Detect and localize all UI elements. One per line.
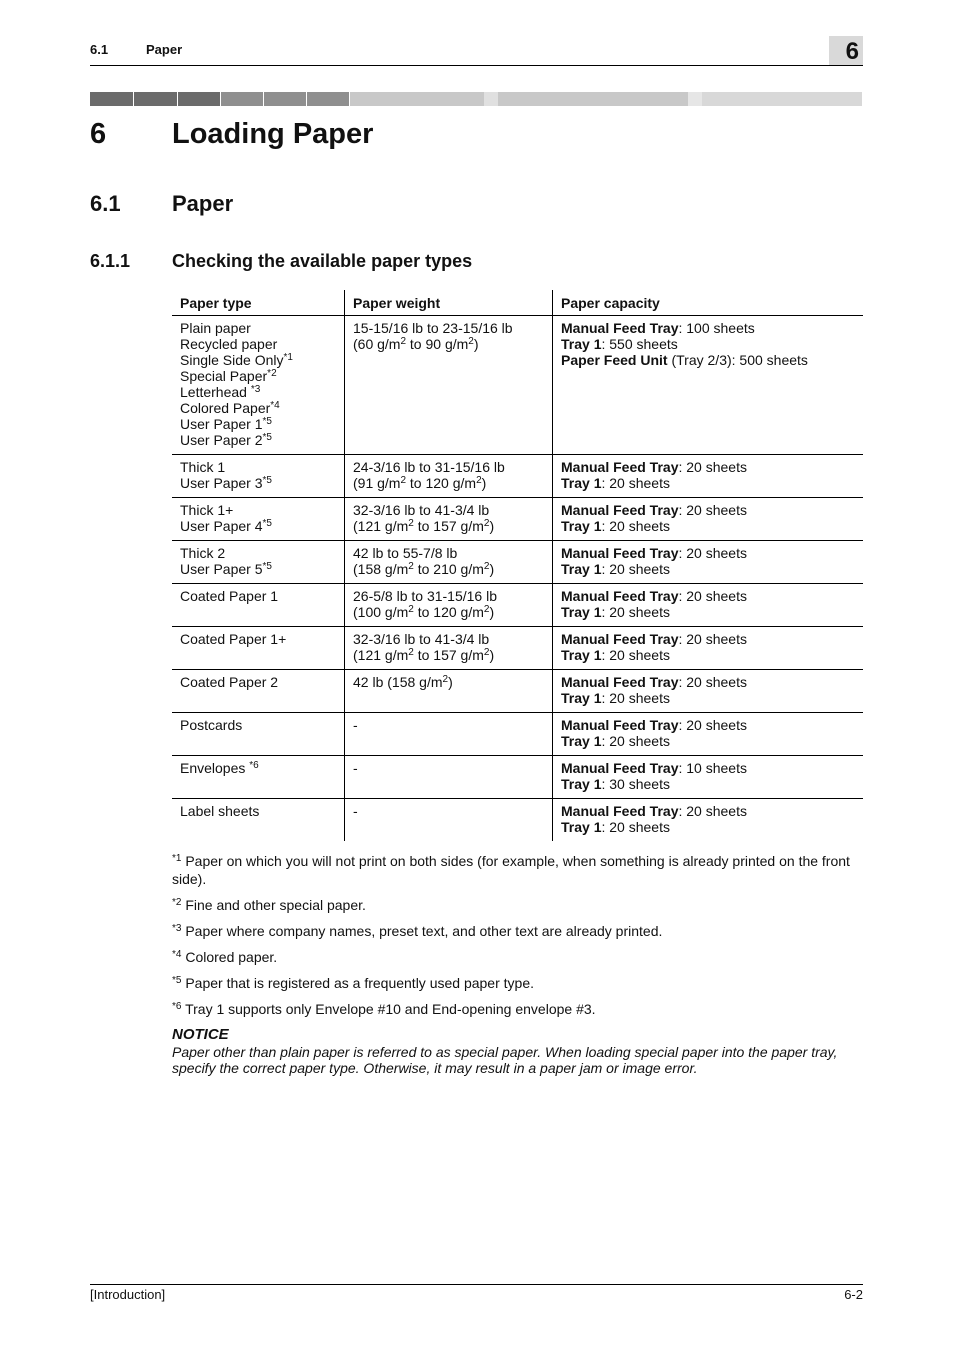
weight-text: - — [353, 760, 358, 776]
capacity-value: : 20 sheets — [601, 690, 670, 706]
paper-type-line — [180, 545, 336, 561]
capacity-line — [561, 518, 855, 534]
footnote — [172, 896, 863, 914]
paper-type-name: Letterhead — [180, 384, 251, 400]
footnote-mark: *2 — [172, 897, 182, 908]
weight-metric-open: (121 — [353, 518, 385, 534]
subsection-title-text: Checking the available paper types — [172, 251, 473, 271]
capacity-line — [561, 545, 855, 561]
paper-type-line — [180, 459, 336, 475]
capacity-value: : 10 sheets — [678, 760, 747, 776]
unit-prefix: g/m — [460, 518, 484, 534]
unit-exponent: 2 — [442, 674, 449, 685]
paper-type-name: User Paper 4 — [180, 518, 263, 534]
weight-lb: 24-3/16 lb to 31-15/16 lb — [353, 459, 505, 475]
unit-exponent: 2 — [483, 561, 490, 572]
paper-type-line — [180, 502, 336, 518]
paper-capacity-cell — [553, 713, 864, 756]
unit-exponent: 2 — [400, 475, 407, 486]
capacity-value: : 550 sheets — [601, 336, 678, 352]
chapter-title-text: Loading Paper — [172, 118, 374, 150]
bar-segment — [264, 92, 306, 106]
bar-segment — [90, 92, 133, 106]
footnote-ref: *5 — [262, 416, 272, 427]
capacity-value: (Tray 2/3): 500 sheets — [667, 352, 808, 368]
capacity-value: : 20 sheets — [678, 459, 747, 475]
paper-type-name: Colored Paper — [180, 400, 271, 416]
capacity-source: Manual Feed Tray — [561, 674, 679, 690]
paper-types-table — [172, 290, 863, 841]
footer-manual-name: [Introduction] — [90, 1287, 166, 1302]
capacity-value: : 30 sheets — [601, 776, 670, 792]
capacity-line — [561, 352, 855, 368]
paper-type-name: Recycled paper — [180, 336, 278, 352]
unit-prefix: g/m — [384, 518, 409, 534]
footnote-text: Colored paper. — [181, 949, 278, 965]
paper-capacity-cell — [553, 627, 864, 670]
footnote-text: Paper that is registered as a frequently used paper type. — [181, 975, 534, 991]
capacity-line — [561, 803, 855, 819]
paper-weight-cell — [345, 799, 553, 842]
table-row — [172, 541, 863, 584]
weight-close: ) — [448, 674, 453, 690]
unit-exponent: 2 — [408, 518, 414, 529]
paper-type-line — [180, 352, 336, 368]
unit-prefix: g/m — [384, 604, 409, 620]
paper-capacity-cell — [553, 498, 864, 541]
footnote-ref: *5 — [262, 518, 272, 529]
capacity-source: Tray 1 — [561, 475, 602, 491]
bar-segment — [350, 92, 484, 106]
table-row — [172, 670, 863, 713]
footnote-ref: *2 — [267, 368, 277, 379]
weight-metric-close: ) — [489, 518, 495, 534]
weight-metric-mid: to 210 — [413, 561, 461, 577]
capacity-line — [561, 733, 855, 749]
footnote-text: Fine and other special paper. — [181, 897, 366, 913]
footnote-ref: *6 — [249, 760, 259, 771]
paper-type-line — [180, 475, 336, 491]
capacity-value: : 20 sheets — [678, 717, 747, 733]
capacity-line — [561, 819, 855, 835]
paper-capacity-cell — [553, 584, 864, 627]
chapter-badge: 6 — [829, 36, 863, 66]
column-header-paper-weight: Paper weight — [345, 290, 553, 316]
capacity-source: Manual Feed Tray — [561, 545, 679, 561]
weight-metric-close: ) — [489, 561, 495, 577]
capacity-line — [561, 588, 855, 604]
unit-prefix: g/m — [377, 475, 401, 491]
footnote-ref: *5 — [262, 475, 272, 486]
paper-type-name: User Paper 2 — [180, 432, 263, 448]
weight-metric-mid: to 157 — [413, 647, 461, 663]
paper-type-cell — [172, 627, 345, 670]
paper-type-name: Coated Paper 1 — [180, 588, 279, 604]
footnote-mark: *1 — [172, 853, 182, 864]
weight-metric-close: ) — [489, 604, 495, 620]
footnote-ref: *5 — [262, 432, 272, 443]
paper-type-name: User Paper 3 — [180, 475, 263, 491]
capacity-source: Manual Feed Tray — [561, 588, 679, 604]
paper-type-line — [180, 588, 336, 604]
capacity-line — [561, 320, 855, 336]
weight-metric-close: ) — [481, 475, 487, 491]
footnote — [172, 948, 863, 966]
unit-exponent: 2 — [408, 561, 414, 572]
capacity-value: : 20 sheets — [678, 588, 747, 604]
capacity-line — [561, 717, 855, 733]
capacity-value: : 20 sheets — [601, 475, 670, 491]
paper-type-line — [180, 803, 336, 819]
paper-weight-cell — [345, 498, 553, 541]
bar-segment — [307, 92, 349, 106]
table-row — [172, 713, 863, 756]
capacity-source: Manual Feed Tray — [561, 502, 679, 518]
paper-type-line — [180, 400, 336, 416]
bar-segment — [221, 92, 263, 106]
table-row — [172, 584, 863, 627]
capacity-source: Manual Feed Tray — [561, 803, 679, 819]
capacity-line — [561, 604, 855, 620]
paper-type-name: User Paper 1 — [180, 416, 263, 432]
weight-metric-mid: to 90 — [406, 336, 445, 352]
weight-metric — [353, 336, 544, 352]
unit-prefix: g/m — [384, 647, 409, 663]
capacity-source: Tray 1 — [561, 819, 602, 835]
chapter-title — [90, 118, 373, 151]
capacity-source: Tray 1 — [561, 561, 602, 577]
weight-metric — [353, 674, 544, 690]
capacity-line — [561, 647, 855, 663]
column-header-paper-type: Paper type — [172, 290, 345, 316]
capacity-source: Manual Feed Tray — [561, 760, 679, 776]
unit-prefix: g/m — [419, 674, 443, 690]
capacity-source: Tray 1 — [561, 647, 602, 663]
paper-weight-cell — [345, 713, 553, 756]
weight-metric — [353, 561, 544, 577]
footnote-text: Paper where company names, preset text, and other text are already printed. — [181, 923, 663, 939]
capacity-value: : 20 sheets — [601, 819, 670, 835]
bar-segment — [178, 92, 220, 106]
capacity-source: Manual Feed Tray — [561, 631, 679, 647]
footnote — [172, 974, 863, 992]
weight-metric-open: (158 — [353, 561, 385, 577]
bar-segment — [688, 92, 702, 106]
capacity-source: Manual Feed Tray — [561, 320, 679, 336]
table-row — [172, 627, 863, 670]
section-title-text: Paper — [172, 191, 234, 216]
footnote-ref: *3 — [250, 384, 261, 395]
capacity-value: : 20 sheets — [601, 518, 670, 534]
weight-lb: 32-3/16 lb to 41-3/4 lb — [353, 502, 490, 518]
capacity-source: Tray 1 — [561, 518, 602, 534]
weight-metric-mid: to 120 — [406, 475, 453, 491]
unit-prefix: g/m — [460, 604, 484, 620]
paper-type-name: Special Paper — [180, 368, 268, 384]
paper-weight-cell — [345, 670, 553, 713]
paper-type-line — [180, 518, 336, 534]
paper-type-name: Label sheets — [180, 803, 260, 819]
paper-weight-cell — [345, 316, 553, 455]
footnote-list — [172, 852, 863, 1018]
weight-metric-close: ) — [489, 647, 495, 663]
weight-metric-open: (100 — [353, 604, 385, 620]
capacity-value: : 20 sheets — [678, 674, 747, 690]
bar-segment — [702, 92, 862, 106]
paper-type-cell — [172, 316, 345, 455]
unit-exponent: 2 — [408, 604, 414, 615]
capacity-value: : 20 sheets — [678, 803, 747, 819]
paper-type-line — [180, 368, 336, 384]
unit-prefix: g/m — [384, 561, 409, 577]
unit-prefix: g/m — [460, 561, 484, 577]
weight-lb: 32-3/16 lb to 41-3/4 lb — [353, 631, 490, 647]
paper-type-cell — [172, 670, 345, 713]
paper-type-name: Thick 2 — [180, 545, 226, 561]
table-row — [172, 455, 863, 498]
capacity-line — [561, 459, 855, 475]
header-section — [90, 42, 182, 57]
capacity-line — [561, 776, 855, 792]
footnote-mark: *3 — [172, 923, 182, 934]
table-header-row — [172, 290, 863, 316]
chapter-number: 6 — [90, 118, 107, 150]
capacity-value: : 20 sheets — [678, 631, 747, 647]
table-row — [172, 756, 863, 799]
paper-type-name: Envelopes — [180, 760, 250, 776]
unit-exponent: 2 — [408, 647, 414, 658]
unit-exponent: 2 — [476, 475, 482, 486]
capacity-source: Manual Feed Tray — [561, 717, 679, 733]
notice-text: Paper other than plain paper is referred to as special paper. When loading special paper into the paper tray, specify the correct paper type. Otherwise, it may result in a paper jam or image error. — [172, 1044, 838, 1076]
paper-capacity-cell — [553, 799, 864, 842]
table-row — [172, 316, 863, 455]
paper-weight-cell — [345, 584, 553, 627]
paper-capacity-cell — [553, 541, 864, 584]
capacity-source: Tray 1 — [561, 604, 602, 620]
capacity-value: : 20 sheets — [601, 561, 670, 577]
weight-metric-open: (91 — [353, 475, 378, 491]
column-header-paper-capacity: Paper capacity — [553, 290, 864, 316]
capacity-line — [561, 631, 855, 647]
chapter-decoration-bar — [90, 92, 863, 106]
unit-prefix: g/m — [444, 336, 469, 352]
unit-exponent: 2 — [483, 604, 490, 615]
capacity-line — [561, 760, 855, 776]
table-row — [172, 799, 863, 842]
weight-metric — [353, 518, 544, 534]
footnote-text: Tray 1 supports only Envelope #10 and End-opening envelope #3. — [181, 1001, 596, 1017]
weight-metric — [353, 604, 544, 620]
capacity-source: Tray 1 — [561, 336, 602, 352]
footnote — [172, 1000, 863, 1018]
footnote-text: Paper on which you will not print on both sides (for example, when something is already printed on the front side). — [172, 853, 850, 887]
footnote-mark: *6 — [172, 1001, 182, 1012]
capacity-source: Manual Feed Tray — [561, 459, 679, 475]
paper-type-name: Coated Paper 2 — [180, 674, 279, 690]
unit-exponent: 2 — [483, 518, 490, 529]
capacity-line — [561, 502, 855, 518]
unit-prefix: g/m — [377, 336, 401, 352]
capacity-value: : 20 sheets — [601, 604, 670, 620]
weight-text: - — [353, 717, 358, 733]
footnote-mark: *4 — [172, 949, 182, 960]
header-section-number: 6.1 — [90, 42, 109, 57]
notice-title: NOTICE — [172, 1026, 229, 1043]
weight-metric-mid: to 120 — [413, 604, 461, 620]
footnote — [172, 922, 863, 940]
paper-type-name: Coated Paper 1+ — [180, 631, 287, 647]
paper-capacity-cell — [553, 455, 864, 498]
paper-type-cell — [172, 713, 345, 756]
paper-weight-cell — [345, 627, 553, 670]
capacity-line — [561, 561, 855, 577]
paper-type-line — [180, 631, 336, 647]
capacity-line — [561, 336, 855, 352]
paper-type-name: Single Side Only — [180, 352, 284, 368]
weight-metric-open: (60 — [353, 336, 378, 352]
paper-type-line — [180, 760, 336, 776]
paper-type-line — [180, 416, 336, 432]
paper-type-name: User Paper 5 — [180, 561, 263, 577]
subsection-title — [90, 251, 472, 272]
paper-weight-cell — [345, 756, 553, 799]
bar-segment — [484, 92, 498, 106]
weight-lb: 26-5/8 lb to 31-15/16 lb — [353, 588, 497, 604]
paper-type-line — [180, 717, 336, 733]
paper-capacity-cell — [553, 756, 864, 799]
bar-segment — [134, 92, 177, 106]
paper-weight-cell — [345, 455, 553, 498]
capacity-source: Tray 1 — [561, 776, 602, 792]
paper-type-name: Thick 1+ — [180, 502, 234, 518]
capacity-source: Paper Feed Unit — [561, 352, 668, 368]
unit-prefix: g/m — [452, 475, 477, 491]
footer-page-number: 6-2 — [844, 1287, 863, 1302]
capacity-source: Tray 1 — [561, 690, 602, 706]
paper-type-line — [180, 674, 336, 690]
section-number: 6.1 — [90, 191, 121, 216]
capacity-line — [561, 690, 855, 706]
paper-type-line — [180, 561, 336, 577]
weight-metric — [353, 475, 544, 491]
weight-metric-open: (121 — [353, 647, 385, 663]
section-title — [90, 191, 233, 217]
paper-type-cell — [172, 541, 345, 584]
weight-lb: 42 lb to 55-7/8 lb — [353, 545, 458, 561]
capacity-source: Tray 1 — [561, 733, 602, 749]
paper-type-line — [180, 432, 336, 448]
paper-type-cell — [172, 756, 345, 799]
paper-type-line — [180, 320, 336, 336]
paper-type-cell — [172, 498, 345, 541]
subsection-number: 6.1.1 — [90, 251, 131, 271]
paper-type-name: Thick 1 — [180, 459, 226, 475]
paper-type-line — [180, 384, 336, 400]
unit-prefix: g/m — [460, 647, 484, 663]
footnote-mark: *5 — [172, 975, 182, 986]
footnote-ref: *1 — [283, 352, 293, 363]
weight-lb: 15-15/16 lb to 23-15/16 lb — [353, 320, 513, 336]
footnote-ref: *5 — [262, 561, 272, 572]
paper-type-line — [180, 336, 336, 352]
capacity-value: : 100 sheets — [678, 320, 755, 336]
paper-weight-cell — [345, 541, 553, 584]
weight-metric-mid: to 157 — [413, 518, 461, 534]
header-section-title: Paper — [146, 42, 183, 57]
notes-section — [172, 852, 863, 1076]
unit-exponent: 2 — [483, 647, 490, 658]
paper-type-cell — [172, 455, 345, 498]
paper-capacity-cell — [553, 670, 864, 713]
paper-type-name: Postcards — [180, 717, 243, 733]
paper-capacity-cell — [553, 316, 864, 455]
paper-type-name: Plain paper — [180, 320, 251, 336]
header-rule — [90, 65, 863, 66]
capacity-line — [561, 475, 855, 491]
unit-exponent: 2 — [400, 336, 407, 347]
paper-type-cell — [172, 799, 345, 842]
footnote-ref: *4 — [270, 400, 280, 411]
weight-metric — [353, 647, 544, 663]
footer-rule — [90, 1284, 863, 1285]
capacity-line — [561, 674, 855, 690]
weight-open: 42 lb (158 — [353, 674, 420, 690]
capacity-value: : 20 sheets — [601, 733, 670, 749]
weight-text: - — [353, 803, 358, 819]
weight-metric-close: ) — [473, 336, 479, 352]
bar-segment — [498, 92, 688, 106]
capacity-value: : 20 sheets — [678, 545, 747, 561]
capacity-value: : 20 sheets — [601, 647, 670, 663]
table-row — [172, 498, 863, 541]
footnote — [172, 852, 863, 888]
paper-type-cell — [172, 584, 345, 627]
capacity-value: : 20 sheets — [678, 502, 747, 518]
unit-exponent: 2 — [468, 336, 474, 347]
